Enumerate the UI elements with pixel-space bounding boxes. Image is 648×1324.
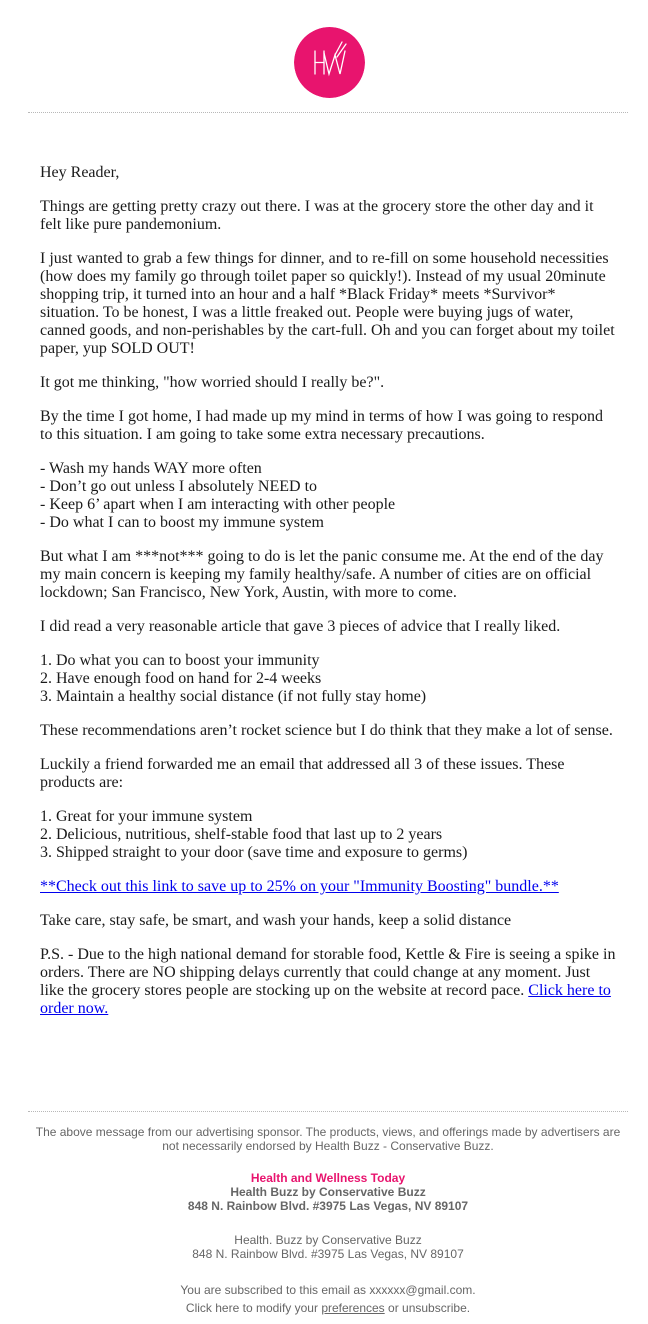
advice-list bbox=[40, 652, 618, 706]
sponsor-disclaimer: The above message from our advertising sponsor. The products, views, and offerings made by advertisers are not necessarily endorsed by Health Buzz - Conservative Buzz. bbox=[35, 1125, 621, 1153]
list-item: 3. Shipped straight to your door (save time and exposure to germs) bbox=[40, 844, 468, 861]
footer-brand-company: Health Buzz by Conservative Buzz bbox=[230, 1185, 426, 1199]
modify-suffix: or unsubscribe. bbox=[388, 1301, 471, 1315]
paragraph-recommendations: These recommendations aren’t rocket science but I do think that they make a lot of sense. bbox=[40, 722, 613, 739]
footer-company-block bbox=[28, 1233, 628, 1261]
footer-address: 848 N. Rainbow Blvd. #3975 Las Vegas, NV 89107 bbox=[192, 1247, 464, 1261]
footer-company: Health. Buzz by Conservative Buzz bbox=[234, 1233, 422, 1247]
list-item: 1. Do what you can to boost your immunity bbox=[40, 652, 320, 669]
list-item: - Keep 6’ apart when I am interacting with other people bbox=[40, 496, 396, 513]
email-footer bbox=[28, 1125, 628, 1317]
postscript-text: P.S. - Due to the high national demand for storable food, Kettle & Fire is seeing a spike in orders. There are NO shipping delays currently that could change at any moment. Just like the grocery stores people are stocking up on the website at record pace. bbox=[40, 946, 616, 999]
modify-prefix: Click here to modify your bbox=[185, 1301, 318, 1315]
footer-brand-title: Health and Wellness Today bbox=[250, 1171, 406, 1185]
footer-divider bbox=[28, 1111, 628, 1112]
header-divider bbox=[28, 112, 628, 113]
paragraph-article: I did read a very reasonable article that gave 3 pieces of advice that I really liked. bbox=[40, 618, 561, 635]
paragraph-shopping-trip: I just wanted to grab a few things for dinner, and to re-fill on some household necessities (how does my family go through toilet paper so quickly!). Instead of my usual 20minute shopping trip, it turned into an hour and a half *Black Friday* meets *Survivor* situation. To be honest, I was a little freaked out. People were buying jugs of water, canned goods, and non-perishables by the cart-full. Oh and you can forget about my toilet paper, yup SOLD OUT! bbox=[40, 250, 615, 357]
list-item: - Don’t go out unless I absolutely NEED to bbox=[40, 478, 318, 495]
immunity-bundle-link[interactable]: **Check out this link to save up to 25% on your "Immunity Boosting" bundle.** bbox=[40, 878, 559, 895]
paragraph-precautions-intro: By the time I got home, I had made up my mind in terms of how I was going to respond to this situation. I am going to take some extra necessary precautions. bbox=[40, 408, 604, 443]
logo-circle bbox=[294, 27, 365, 98]
paragraph-grocery: Things are getting pretty crazy out there. I was at the grocery store the other day and it felt like pure pandemonium. bbox=[40, 198, 594, 233]
subscription-notice: You are subscribed to this email as xxxxxx@gmail.com. bbox=[180, 1283, 476, 1297]
email-header bbox=[0, 0, 648, 113]
postscript bbox=[40, 946, 618, 1018]
order-now-link[interactable]: Click here to order now. bbox=[40, 982, 611, 1017]
footer-subscription-block bbox=[28, 1281, 628, 1317]
hw-logo[interactable] bbox=[294, 27, 365, 98]
products-list bbox=[40, 808, 618, 862]
paragraph-worried: It got me thinking, "how worried should I really be?". bbox=[40, 374, 385, 391]
list-item: 1. Great for your immune system bbox=[40, 808, 253, 825]
list-item: 2. Delicious, nutritious, shelf-stable food that last up to 2 years bbox=[40, 826, 443, 843]
paragraph-take-care: Take care, stay safe, be smart, and wash your hands, keep a solid distance bbox=[40, 912, 512, 929]
email-body bbox=[40, 164, 618, 1034]
modify-preferences bbox=[28, 1299, 628, 1317]
list-item: - Do what I can to boost my immune system bbox=[40, 514, 324, 531]
cta-paragraph bbox=[40, 878, 618, 896]
paragraph-panic: But what I am ***not*** going to do is let the panic consume me. At the end of the day my main concern is keeping my family healthy/safe. A number of cities are on official lockdown; San Francisco, New York, Austin, with more to come. bbox=[40, 548, 604, 601]
precautions-list bbox=[40, 460, 618, 532]
paragraph-friend-email: Luckily a friend forwarded me an email that addressed all 3 of these issues. These products are: bbox=[40, 756, 565, 791]
greeting: Hey Reader, bbox=[40, 164, 120, 181]
list-item: 2. Have enough food on hand for 2-4 weeks bbox=[40, 670, 322, 687]
preferences-link[interactable]: preferences bbox=[321, 1301, 385, 1315]
list-item: 3. Maintain a healthy social distance (if not fully stay home) bbox=[40, 688, 427, 705]
list-item: - Wash my hands WAY more often bbox=[40, 460, 262, 477]
footer-brand-address: 848 N. Rainbow Blvd. #3975 Las Vegas, NV 89107 bbox=[187, 1199, 469, 1213]
